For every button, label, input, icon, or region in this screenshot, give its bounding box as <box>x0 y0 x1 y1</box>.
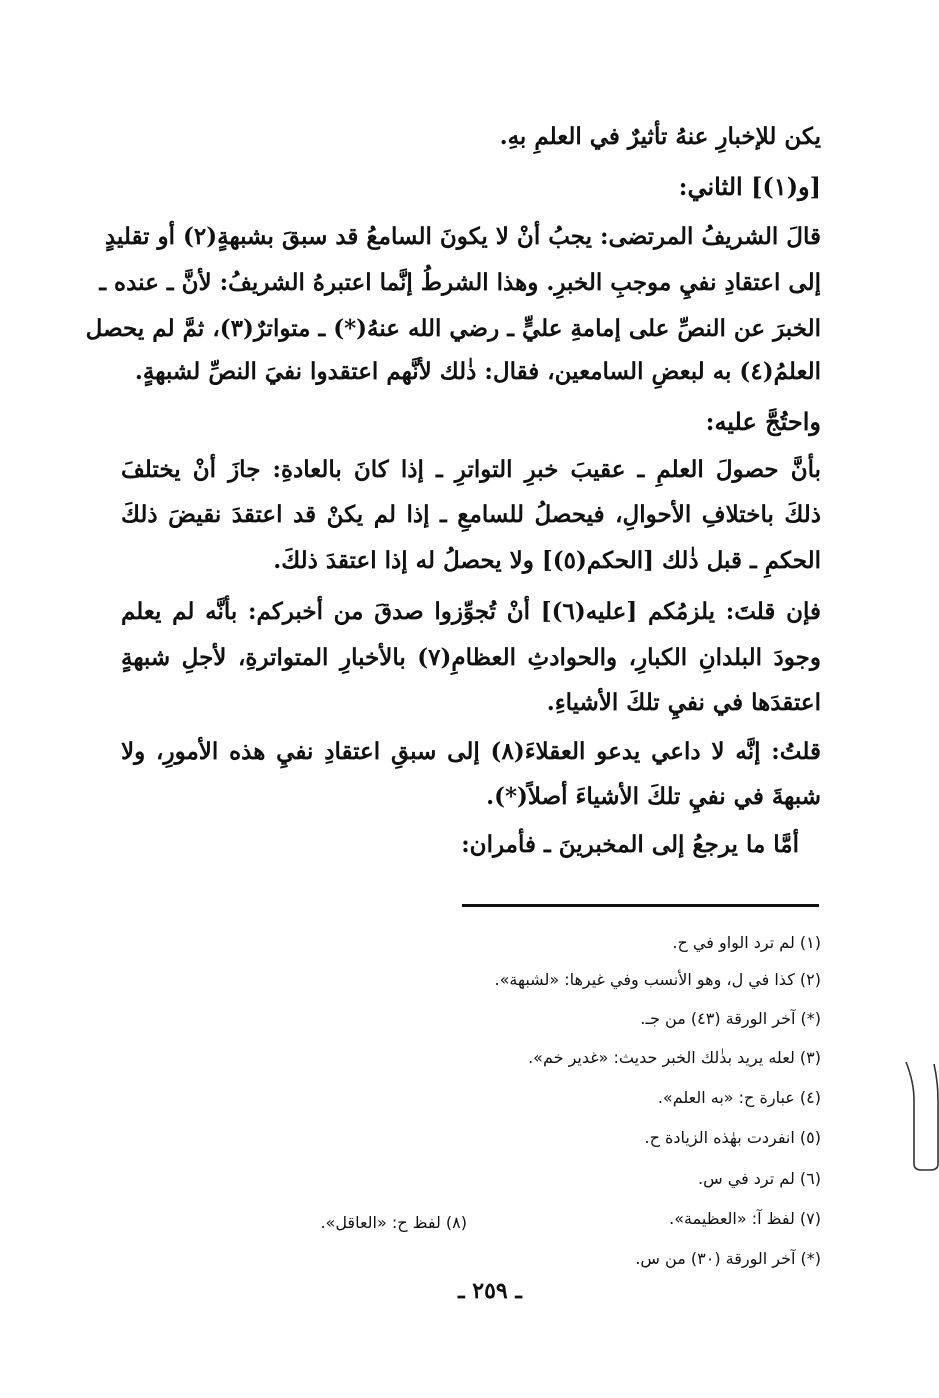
body-line-13: اعتقدَها في نفيِ تلكَ الأشياءِ. <box>546 689 821 716</box>
footnote-3: (٣) لعله يريد بذٰلك الخبر حديث: «غدير خم». <box>528 1048 821 1067</box>
footnote-8: (٨) لفظ ح: «العاقل». <box>320 1213 467 1232</box>
body-line-8: بأنَّ حصولَ العلمِ ـ عقيبَ خبرِ التواترِ ـ إذا كانَ بالعادةِ: جازَ أنْ يختلفَ <box>121 456 822 483</box>
footnote-1: (١) لم ترد الواو في ح. <box>672 933 821 952</box>
body-line-11: فإن قلتَ: يلزمُكم [عليه(٦)] أنْ تُجوِّزوا صدقَ من أخبركم: بأنَّه لم يعلم <box>121 598 821 625</box>
body-line-15: شبهةَ في نفيِ تلكَ الأشياءَ أصلاً(*). <box>486 783 821 810</box>
body-line-12: وجودَ البلدانِ الكبارِ، والحوادثِ العظامِ(٧) بالأخبارِ المتواترةِ، لأجلِ شبهةٍ <box>121 644 821 671</box>
margin-bracket-mark <box>900 1060 939 1172</box>
footnote-7: (٧) لفظ آ: «العظيمة». <box>669 1209 821 1228</box>
footnote-star-1: (*) آخر الورقة (٤٣) من جـ. <box>640 1009 821 1028</box>
body-line-4: إلى اعتقادِ نفيِ موجبِ الخبرِ. وهذا الشرطُ إنَّما اعتبرهُ الشريفُ: لأنَّ ـ عنده ـ <box>99 269 821 296</box>
body-line-5: الخبرَ عن النصِّ على إمامةِ عليٍّ ـ رضي الله عنهُ(*) ـ متواترٌ(٣)، ثمَّ لم يحصل <box>85 315 821 342</box>
footnote-star-2: (*) آخر الورقة (٣٠) من س. <box>635 1249 821 1268</box>
page-number: ـ ٢٥٩ ـ <box>458 1278 522 1304</box>
footnote-4: (٤) عبارة ح: «به العلم». <box>657 1088 821 1107</box>
section-heading-objection: واحتُجَّ عليه: <box>705 407 821 436</box>
body-line-16: أمَّا ما يرجعُ إلى المخبرينَ ـ فأمران: <box>461 831 799 858</box>
body-line-14: قلتُ: إنَّه لا داعي يدعو العقلاءَ(٨) إلى سبقِ اعتقادِ نفيِ هذه الأمورِ، ولا <box>121 738 821 765</box>
body-line-6: العلمُ(٤) به لبعضِ السامعين، فقال: ذٰلك لأنَّهم اعتقدوا نفيَ النصِّ لشبهةٍ. <box>134 358 821 385</box>
footnote-5: (٥) انفردت بهٰذه الزيادة ح. <box>644 1128 821 1147</box>
body-line-3: قالَ الشريفُ المرتضى: يجبُ أنْ لا يكونَ السامعُ قد سبقَ بشبهةٍ(٢) أو تقليدٍ <box>104 223 821 250</box>
section-heading-second: [و(١)] الثاني: <box>678 172 821 201</box>
body-line-10: الحكمِ ـ قبل ذٰلك [الحكم(٥)] ولا يحصلُ له إذا اعتقدَ ذلكَ. <box>273 547 821 574</box>
body-line-9: ذلكَ باختلافِ الأحوالِ، فيحصلُ للسامعِ ـ إذا لم يكنْ قد اعتقدَ نقيضَ ذلكَ <box>121 501 821 528</box>
footnote-separator <box>462 904 819 907</box>
body-line-1: يكن للإخبارِ عنهُ تأثيرٌ في العلمِ بهِ. <box>499 123 821 150</box>
footnote-2: (٢) كذا في ل، وهو الأنسب وفي غيرها: «لشبهة». <box>494 970 821 989</box>
footnote-6: (٦) لم ترد في س. <box>698 1169 821 1188</box>
